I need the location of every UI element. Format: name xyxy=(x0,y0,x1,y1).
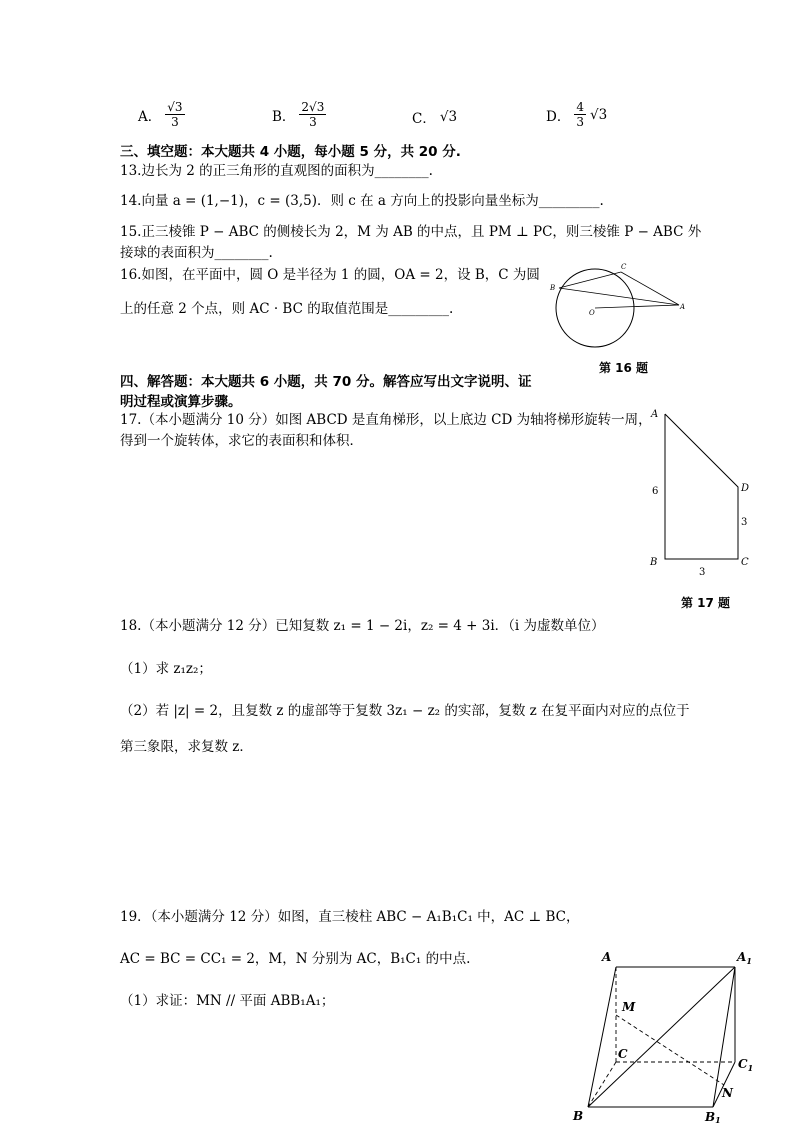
question-19-condition: AC = BC = CC₁ = 2，M，N 分别为 AC，B₁C₁ 的中点. xyxy=(120,951,471,967)
fraction: $\frac{2√3}{3}$ xyxy=(301,100,325,129)
question-18-intro: 18.（本小题满分 12 分）已知复数 z₁ = 1 − 2i，z₂ = 4 + 3i．（i 为虚数单位） xyxy=(120,618,605,634)
question-19-part-1: （1）求证：MN // 平面 ABB₁A₁； xyxy=(120,993,335,1009)
question-15-line-1: 15.正三棱锥 P − ABC 的侧棱长为 2，M 为 AB 的中点，且 PM ⊥ PC，则三棱锥 P − ABC 外 xyxy=(120,224,702,240)
label-b1: B1 xyxy=(705,1110,721,1123)
question-16-line-1: 16.如图，在平面中，圆 O 是半径为 1 的圆，OA = 2，设 B，C 为圆 xyxy=(120,267,540,283)
option-c: C． √3 xyxy=(412,109,458,127)
label-a: A xyxy=(651,409,659,420)
fraction: $\frac{4}{3}$ xyxy=(576,100,584,129)
question-14: 14.向量 a = (1,−1)，c = (3,5)．则 c 在 a 方向上的投影向量坐标为_________. xyxy=(120,193,604,209)
label-c: C xyxy=(618,1047,628,1061)
hidden-segment-m-n xyxy=(616,1015,724,1085)
segment-ca xyxy=(621,272,679,305)
segment-oa xyxy=(595,305,679,308)
label-a: A xyxy=(602,950,612,964)
question-18-part-2-cont: 第三象限，求复数 z． xyxy=(120,739,253,755)
edge-a-b xyxy=(588,967,616,1107)
label-left-length: 6 xyxy=(652,486,659,497)
question-18-part-2: （2）若 |z| = 2，且复数 z 的虚部等于复数 3z₁ − z₂ 的实部，复数 z 在复平面内对应的点位于 xyxy=(120,703,690,719)
question-18-part-1: （1）求 z₁z₂； xyxy=(120,661,212,677)
question-17-line-1: 17.（本小题满分 10 分）如图 ABCD 是直角梯形，以上底边 CD 为轴将梯形旋转一周， xyxy=(120,412,652,428)
option-a: A． $\frac{√3}{3}$ xyxy=(138,100,183,129)
label-n: N xyxy=(722,1086,733,1100)
label-bottom-length: 3 xyxy=(699,567,706,578)
question-19-intro: 19．（本小题满分 12 分）如图，直三棱柱 ABC − A₁B₁C₁ 中，AC ⊥ BC， xyxy=(120,909,580,925)
fraction: $\frac{√3}{3}$ xyxy=(167,100,183,129)
figure-16 xyxy=(545,258,695,358)
label-b: B xyxy=(573,1109,584,1123)
option-d: D． $\frac{4}{3}$ √3 xyxy=(546,100,608,129)
section-4-heading-line-2: 明过程或演算步骤。 xyxy=(120,394,242,410)
label-right-length: 3 xyxy=(741,517,748,528)
label-c: C xyxy=(621,263,627,271)
label-a: A xyxy=(680,303,686,311)
label-a1: $A_1$ xyxy=(737,950,752,966)
label-b: B xyxy=(650,557,658,568)
question-16-line-2: 上的任意 2 个点，则 AC · BC 的取值范围是_________. xyxy=(120,301,454,317)
trapezoid-outline xyxy=(665,414,738,559)
segment-ba xyxy=(559,288,679,305)
figure-16-caption: 第 16 题 xyxy=(599,361,649,375)
label-d: D xyxy=(741,483,750,494)
section-3-heading: 三、填空题：本大题共 4 小题，每小题 5 分，共 20 分. xyxy=(120,144,461,160)
option-b: B． $\frac{2√3}{3}$ xyxy=(272,100,325,129)
figure-17-caption: 第 17 题 xyxy=(681,596,731,610)
question-17-line-2: 得到一个旋转体，求它的表面积和体积． xyxy=(120,433,363,449)
question-15-line-2: 接球的表面积为________. xyxy=(120,245,273,261)
question-13: 13.边长为 2 的正三角形的直观图的面积为________. xyxy=(120,163,433,179)
section-4-heading-line-1: 四、解答题：本大题共 6 小题，共 70 分。解答应写出文字说明、证 xyxy=(120,374,532,390)
diagonal-b-a1 xyxy=(588,967,735,1107)
label-o: O xyxy=(589,309,595,317)
label-m: M xyxy=(622,1000,636,1014)
label-b: B xyxy=(550,284,556,292)
figure-19 xyxy=(568,945,768,1123)
label-c1: $C_1$ xyxy=(738,1057,754,1073)
figure-17 xyxy=(645,405,760,585)
label-c: C xyxy=(741,557,749,568)
